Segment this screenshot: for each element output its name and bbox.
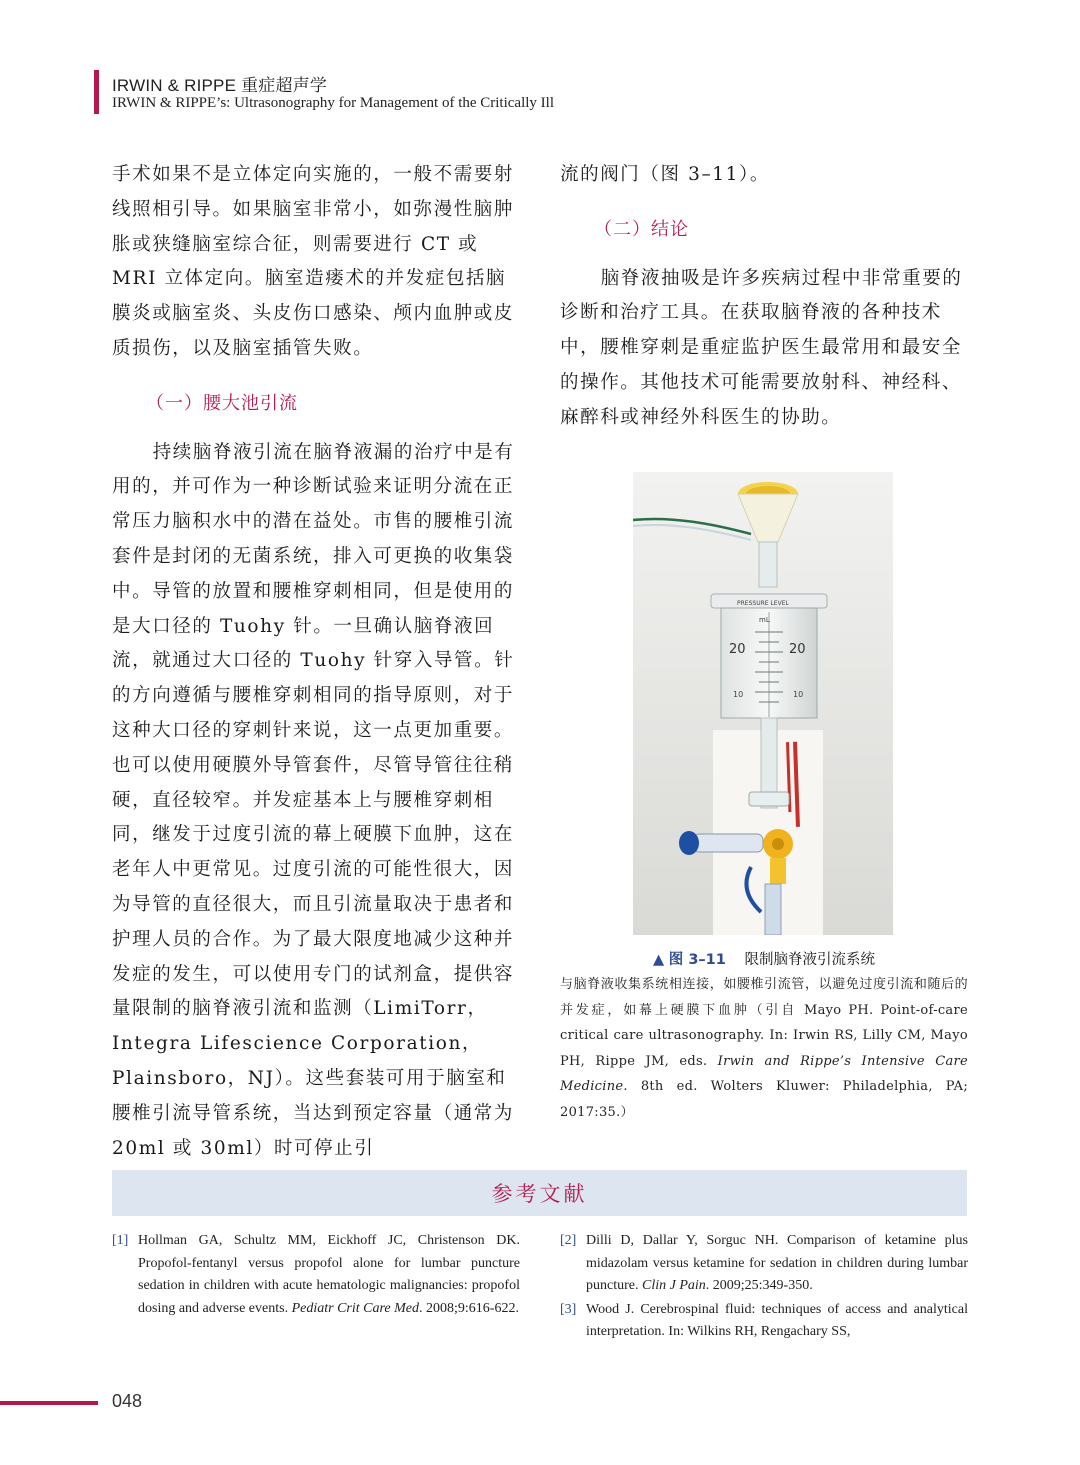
- reference-journal: Clin J Pain: [641, 1278, 706, 1294]
- reference-number: [3]: [560, 1301, 577, 1317]
- section-heading-conclusion: （二）结论: [594, 218, 689, 240]
- reference-text: Hollman GA, Schultz MM, Eickhoff JC, Christenson DK. Propofol-fentanyl versus propofol alone for lumbar puncture sedation in children with acute hematologic malignancies: propofol dosing and adverse events.: [138, 1233, 520, 1316]
- page-number: 048: [112, 1391, 143, 1411]
- reference-citation: . 2008;9:616-622.: [419, 1300, 519, 1316]
- drainage-device-illustration: [633, 472, 893, 935]
- references-left-column: [112, 1230, 520, 1321]
- reference-number: [2]: [560, 1233, 577, 1248]
- left-column: [112, 158, 520, 1166]
- figure-number: 图 3–11: [668, 952, 726, 968]
- pressure-level-label: PRESSURE LEVEL: [737, 600, 789, 607]
- references-banner: [112, 1170, 967, 1216]
- scale-label-right: 20: [789, 642, 806, 657]
- header-accent-bar: [94, 70, 99, 114]
- footer-accent-bar: [0, 1401, 98, 1405]
- figure-title: 限制脑脊液引流系统: [744, 952, 875, 968]
- reference-number: [1]: [112, 1233, 129, 1248]
- body-paragraph: 流的阀门（图 3–11）。: [560, 164, 770, 185]
- scale-label-small-left: 10: [733, 690, 744, 699]
- running-header-cn: IRWIN & RIPPE 重症超声学: [112, 76, 328, 95]
- right-column: [560, 158, 968, 436]
- body-paragraph: 持续脑脊液引流在脑脊液漏的治疗中是有用的，并可作为一种诊断试验来证明分流在正常压力脑积水中的潜在益处。市售的腰椎引流套件是封闭的无菌系统，排入可更换的收集袋中。导管的放置和腰椎穿刺相同，但是使用的是大口径的 Tuohy 针。一旦确认脑脊液回流，就通过大口径的 Tuohy 针穿入导管。针的方向遵循与腰椎穿刺相同的指导原则，对于这种大口径的穿刺针来说，这一点更加重要。也可以使用硬膜外导管套件，尽管导管往往稍硬，直径较窄。并发症基本上与腰椎穿刺相同，继发于过度引流的幕上硬膜下血肿，这在老年人中更常见。过度引流的可能性很大，因为导管的直径很大，而且引流量取决于患者和护理人员的合作。为了最大限度地减少这种并发症的发生，可以使用专门的试剂盒，提供容量限制的脑脊液引流和监测（LimiTorr，Integra Lifescience Corporation，Plainsboro，NJ）。这些套装可用于脑室和腰椎引流导管系统，当达到预定容量（通常为 20ml 或 30ml）时可停止引: [112, 441, 515, 1159]
- scale-label-left: 20: [729, 642, 746, 657]
- reference-journal: Pediatr Crit Care Med: [291, 1300, 419, 1316]
- caption-text-prefix: 与脑脊液收集系统相连接，如腰椎引流管，以避免过度引流和随后的并发症，如幕上硬膜下血肿（引自 Mayo PH. Point-of-care critical care ultrasonography. In: Irwin RS, Lilly CM, Mayo PH, Rippe JM, eds.: [560, 977, 968, 1069]
- reference-item: [112, 1230, 520, 1320]
- caption-triangle-icon: ▲: [653, 952, 665, 968]
- reference-item: [560, 1299, 968, 1344]
- reference-text: Dilli D, Dallar Y, Sorguc NH. Comparison of ketamine plus midazolam versus ketamine for sedation in children during lumbar puncture.: [586, 1233, 968, 1294]
- figure-caption-body: [560, 972, 968, 1125]
- caption-book-title: Irwin and Rippe’s Intensive Care Medicine: [560, 1053, 969, 1094]
- figure-drainage-system-photo: [633, 472, 893, 935]
- body-paragraph: 脑脊液抽吸是许多疾病过程中非常重要的诊断和治疗工具。在获取脑脊液的各种技术中，腰椎穿刺是重症监护医生最常用和最安全的操作。其他技术可能需要放射科、神经科、麻醉科或神经外科医生的协助。: [560, 267, 963, 428]
- scale-label-small-right: 10: [793, 690, 804, 699]
- references-right-column: [560, 1230, 968, 1345]
- reference-citation: . 2009;25:349-350.: [705, 1278, 813, 1294]
- references-title: 参考文献: [491, 1182, 588, 1206]
- caption-text-suffix: . 8th ed. Wolters Kluwer: Philadelphia, PA; 2017:35.）: [560, 1079, 968, 1120]
- unit-label: mL: [759, 616, 770, 624]
- section-heading-lumbar-drainage: （一）腰大池引流: [146, 392, 298, 414]
- body-paragraph: 手术如果不是立体定向实施的，一般不需要射线照相引导。如果脑室非常小，如弥漫性脑肿胀或狭缝脑室综合征，则需要进行 CT 或 MRI 立体定向。脑室造瘘术的并发症包括脑膜炎或脑室炎、头皮伤口感染、颅内血肿或皮质损伤，以及脑室插管失败。: [112, 164, 515, 359]
- running-header-en: IRWIN & RIPPE’s: Ultrasonography for Management of the Critically Ill: [112, 95, 555, 111]
- figure-caption-title: [560, 948, 968, 969]
- reference-text: Wood J. Cerebrospinal fluid: techniques of access and analytical interpretation. In: Wilkins RH, Rengachary SS,: [586, 1301, 968, 1340]
- reference-item: [560, 1230, 968, 1298]
